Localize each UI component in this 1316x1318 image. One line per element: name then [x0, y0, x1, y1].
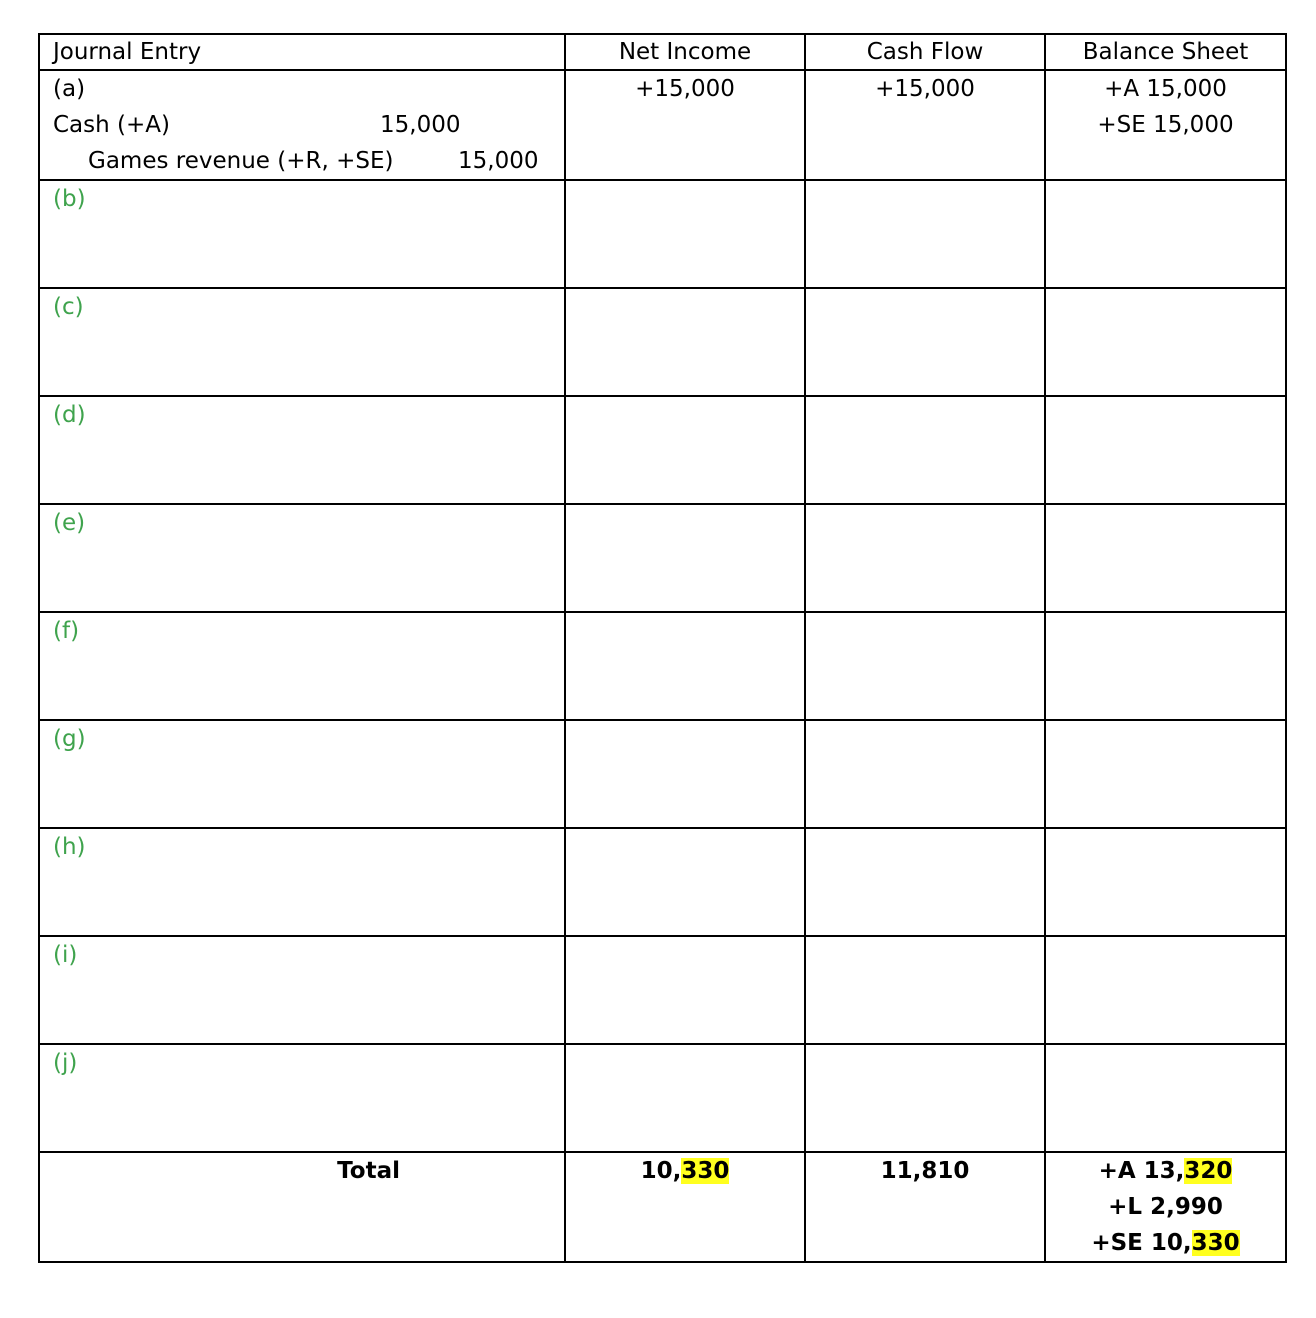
credit-amount: 15,000 — [458, 148, 539, 174]
entry-row-a — [39, 70, 1286, 180]
balance-sheet-cell-f[interactable] — [1045, 612, 1286, 720]
balance-sheet-cell-i[interactable] — [1045, 936, 1286, 1044]
net-income-cell-d[interactable] — [565, 396, 805, 504]
cash-flow-cell-b[interactable] — [805, 180, 1045, 288]
debit-account: Cash (+A) — [53, 112, 170, 138]
cash-flow-cell-h[interactable] — [805, 828, 1045, 936]
net-income-cell-c[interactable] — [565, 288, 805, 396]
total-bs-liabilities: +L 2,990 — [1108, 1194, 1223, 1220]
journal-cell-a — [39, 70, 565, 180]
journal-entry-table — [38, 33, 1287, 1263]
net-income-cell-h[interactable] — [565, 828, 805, 936]
entry-row-c — [39, 288, 1286, 396]
entry-label-f: (f) — [53, 618, 80, 644]
cash-flow-a: +15,000 — [875, 76, 975, 102]
total-balance-sheet-cell — [1045, 1152, 1286, 1262]
entry-row-f — [39, 612, 1286, 720]
entry-label-j: (j) — [53, 1050, 78, 1076]
total-cash-flow: 11,810 — [880, 1158, 970, 1184]
balance-sheet-cell-h[interactable] — [1045, 828, 1286, 936]
entry-label-c: (c) — [53, 294, 84, 320]
journal-cell-g[interactable] — [39, 720, 565, 828]
entry-label-g: (g) — [53, 726, 86, 752]
debit-amount: 15,000 — [380, 112, 461, 138]
total-bs-equity — [1046, 1225, 1285, 1261]
balance-sheet-cell-c[interactable] — [1045, 288, 1286, 396]
total-bs-assets-prefix: +A 13, — [1098, 1158, 1185, 1184]
journal-cell-f[interactable] — [39, 612, 565, 720]
journal-cell-b[interactable] — [39, 180, 565, 288]
cash-flow-cell-f[interactable] — [805, 612, 1045, 720]
total-net-income-cell — [565, 1152, 805, 1262]
entry-label-a: (a) — [53, 76, 86, 102]
entry-row-b — [39, 180, 1286, 288]
net-income-cell-i[interactable] — [565, 936, 805, 1044]
total-bs-assets — [1046, 1153, 1285, 1189]
total-bs-assets-highlight: 320 — [1184, 1158, 1233, 1184]
entry-label-h: (h) — [53, 834, 86, 860]
journal-cell-d[interactable] — [39, 396, 565, 504]
entry-row-e — [39, 504, 1286, 612]
entry-label-i: (i) — [53, 942, 78, 968]
entry-row-i — [39, 936, 1286, 1044]
header-cash-flow: Cash Flow — [805, 34, 1045, 70]
entry-row-d — [39, 396, 1286, 504]
balance-sheet-cell-a — [1045, 70, 1286, 180]
cash-flow-cell-i[interactable] — [805, 936, 1045, 1044]
balance-sheet-cell-d[interactable] — [1045, 396, 1286, 504]
journal-cell-j[interactable] — [39, 1044, 565, 1152]
total-label: Total — [337, 1158, 400, 1184]
cash-flow-cell-a — [805, 70, 1045, 180]
credit-line — [40, 143, 564, 179]
total-row — [39, 1152, 1286, 1262]
net-income-cell-e[interactable] — [565, 504, 805, 612]
total-net-income — [566, 1153, 804, 1189]
header-net-income: Net Income — [565, 34, 805, 70]
header-balance-sheet: Balance Sheet — [1045, 34, 1286, 70]
balance-sheet-cell-b[interactable] — [1045, 180, 1286, 288]
net-income-cell-g[interactable] — [565, 720, 805, 828]
entry-row-j — [39, 1044, 1286, 1152]
entry-row-g — [39, 720, 1286, 828]
cash-flow-cell-c[interactable] — [805, 288, 1045, 396]
entry-label-e: (e) — [53, 510, 86, 536]
cash-flow-cell-e[interactable] — [805, 504, 1045, 612]
entry-label-b: (b) — [53, 186, 86, 212]
header-row — [39, 34, 1286, 70]
balance-sheet-cell-g[interactable] — [1045, 720, 1286, 828]
total-net-income-prefix: 10, — [640, 1158, 682, 1184]
journal-cell-c[interactable] — [39, 288, 565, 396]
entry-row-h — [39, 828, 1286, 936]
net-income-cell-a — [565, 70, 805, 180]
net-income-cell-f[interactable] — [565, 612, 805, 720]
net-income-a: +15,000 — [635, 76, 735, 102]
cash-flow-cell-g[interactable] — [805, 720, 1045, 828]
journal-cell-h[interactable] — [39, 828, 565, 936]
cash-flow-cell-d[interactable] — [805, 396, 1045, 504]
balance-sheet-a-equity: +SE 15,000 — [1097, 112, 1234, 138]
balance-sheet-cell-e[interactable] — [1045, 504, 1286, 612]
balance-sheet-a-assets: +A 15,000 — [1104, 76, 1227, 102]
entry-label-d: (d) — [53, 402, 86, 428]
total-net-income-highlight: 330 — [681, 1158, 730, 1184]
balance-sheet-cell-j[interactable] — [1045, 1044, 1286, 1152]
journal-cell-i[interactable] — [39, 936, 565, 1044]
total-bs-equity-highlight: 330 — [1191, 1230, 1240, 1256]
debit-line — [40, 107, 564, 143]
total-cash-flow-cell — [805, 1152, 1045, 1262]
total-bs-equity-prefix: +SE 10, — [1091, 1230, 1192, 1256]
net-income-cell-j[interactable] — [565, 1044, 805, 1152]
credit-account: Games revenue (+R, +SE) — [88, 148, 394, 174]
net-income-cell-b[interactable] — [565, 180, 805, 288]
total-label-cell — [39, 1152, 565, 1262]
header-journal-entry: Journal Entry — [39, 34, 565, 70]
cash-flow-cell-j[interactable] — [805, 1044, 1045, 1152]
journal-cell-e[interactable] — [39, 504, 565, 612]
